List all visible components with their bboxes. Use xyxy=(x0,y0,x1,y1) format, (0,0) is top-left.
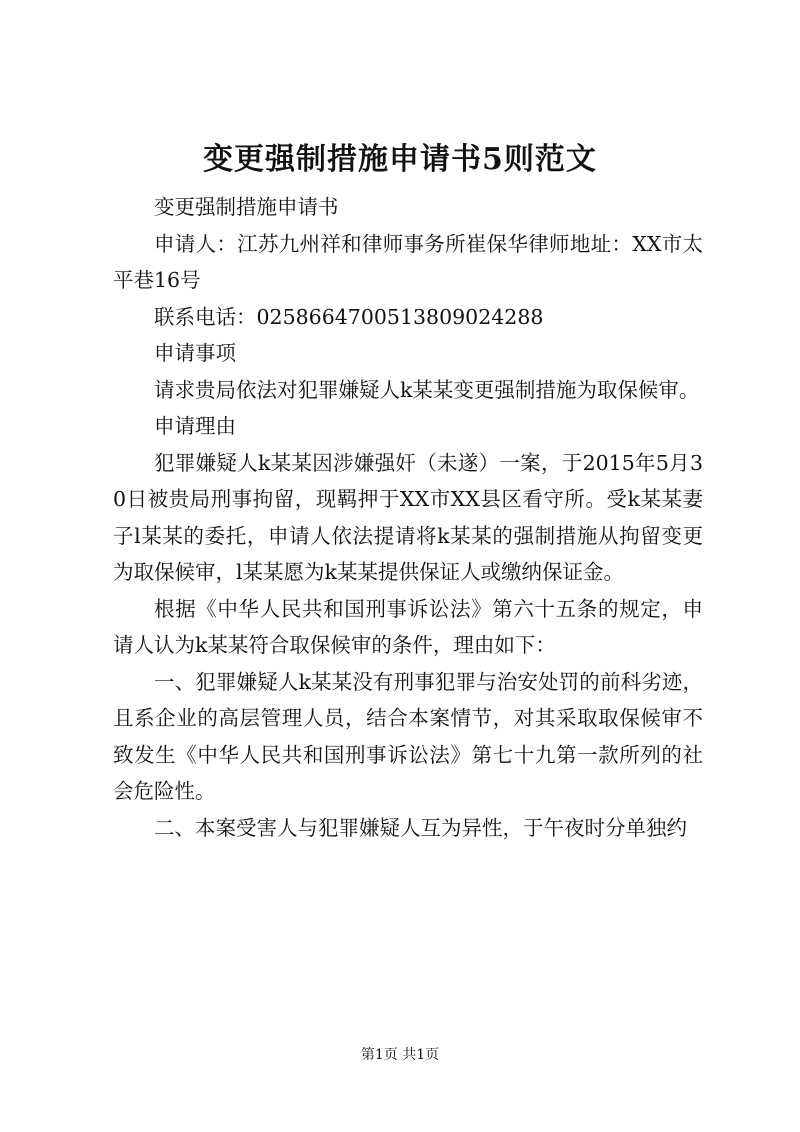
paragraph-section-reasons: 申请理由 xyxy=(154,414,236,438)
paragraph-reason-two: 二、本案受害人与犯罪嫌疑人互为异性，于午夜时分单独约 xyxy=(154,815,687,840)
paragraph-contact: 联系电话：02586647005138090242‌88 xyxy=(154,304,544,329)
document-body xyxy=(113,189,703,846)
paragraph-reason-one: 一、犯罪嫌疑人k某某没有刑事犯罪与治安处罚的前科劣迹，且系企业的高层管理人员，结合本案情节，对其采取取保候审不致发生《中华人民共和国刑事诉讼法》第七十九第一款所列的社会危险性。 xyxy=(113,669,703,803)
document-title: 变更强制措施申请书5则范文 xyxy=(203,142,597,177)
paragraph-applicant: 申请人：江苏九州祥和律师事务所崔保华律师地址：XX市太平巷16号 xyxy=(113,231,703,292)
page-footer: 第1页 共1页 xyxy=(360,1047,440,1063)
paragraph-section-matters: 申请事项 xyxy=(154,341,236,365)
paragraph-legal-basis: 根据《中华人民共和国刑事诉讼法》第六十五条的规定，申请人认为k某某符合取保候审的条件，理由如下： xyxy=(113,596,703,657)
paragraph-case-facts: 犯罪嫌疑人k某某因涉嫌强奸（未遂）一案，于2015年5月30日被贵局刑事拘留，现羁押于XX市XX县区看守所。受k某某妻子l某某的委托，申请人依法提请将k某某的强制措施从拘留变更为取保候审，l某某愿为k某某提供保证人或缴纳保证金。 xyxy=(113,450,703,584)
paragraph-heading: 变更强制措施申请书 xyxy=(154,195,339,219)
paragraph-request: 请求贵局依法对犯罪嫌疑人k某某变更强制措施为取保候审。 xyxy=(154,377,700,402)
